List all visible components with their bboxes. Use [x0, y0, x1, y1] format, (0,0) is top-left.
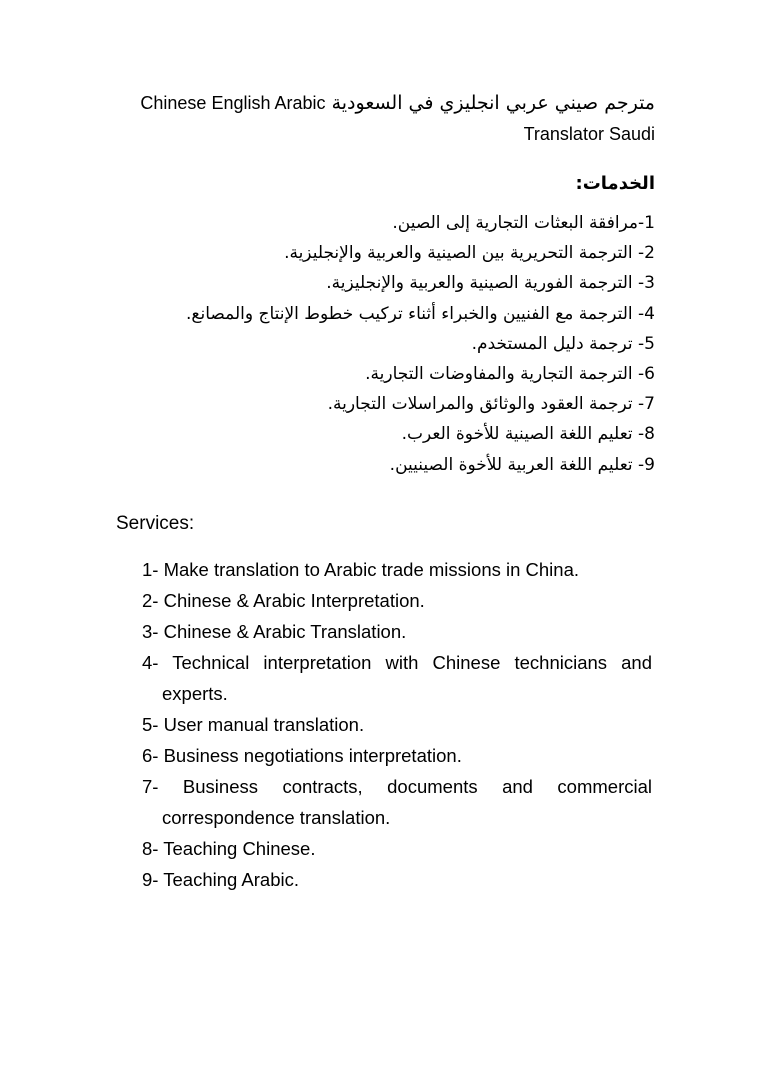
english-service-item: 5- User manual translation.	[142, 714, 365, 735]
arabic-service-item: 6- الترجمة التجارية والمفاوضات التجارية.	[365, 363, 655, 384]
english-services-list	[142, 554, 652, 895]
english-service-item: 4- Technical interpretation with Chinese technicians and experts.	[142, 652, 652, 704]
arabic-service-item: 4- الترجمة مع الفنيين والخبراء أثناء تركيب خطوط الإنتاج والمصانع.	[186, 303, 655, 324]
english-services-heading: Services:	[116, 513, 195, 534]
arabic-services-list	[0, 208, 655, 480]
english-service-item: 6- Business negotiations interpretation.	[142, 745, 462, 766]
english-service-item: 2- Chinese & Arabic Interpretation.	[142, 590, 425, 611]
arabic-service-item: 7- ترجمة العقود والوثائق والمراسلات التجارية.	[327, 394, 655, 415]
english-service-item: 8- Teaching Chinese.	[142, 838, 316, 859]
arabic-service-item: 3- الترجمة الفورية الصينية والعربية والإنجليزية.	[326, 273, 655, 294]
english-service-item: 1- Make translation to Arabic trade missions in China.	[142, 559, 580, 580]
english-service-item: 7- Business contracts, documents and commercial correspondence translation.	[142, 776, 652, 828]
document-title	[95, 88, 655, 150]
arabic-service-item: 8- تعليم اللغة الصينية للأخوة العرب.	[401, 424, 655, 445]
title-english: Chinese English Arabic Translator Saudi	[140, 93, 655, 144]
arabic-service-item: 2- الترجمة التحريرية بين الصينية والعربية والإنجليزية.	[284, 243, 655, 264]
english-service-item: 9- Teaching Arabic.	[142, 869, 300, 890]
arabic-service-item: 5- ترجمة دليل المستخدم.	[471, 333, 655, 354]
english-service-item: 3- Chinese & Arabic Translation.	[142, 621, 407, 642]
arabic-service-item: 1-مرافقة البعثات التجارية إلى الصين.	[392, 213, 655, 233]
arabic-services-heading: الخدمات:	[575, 173, 655, 194]
title-arabic: مترجم صيني عربي انجليزي في السعودية	[331, 92, 655, 114]
arabic-service-item: 9- تعليم اللغة العربية للأخوة الصينيين.	[389, 454, 655, 475]
